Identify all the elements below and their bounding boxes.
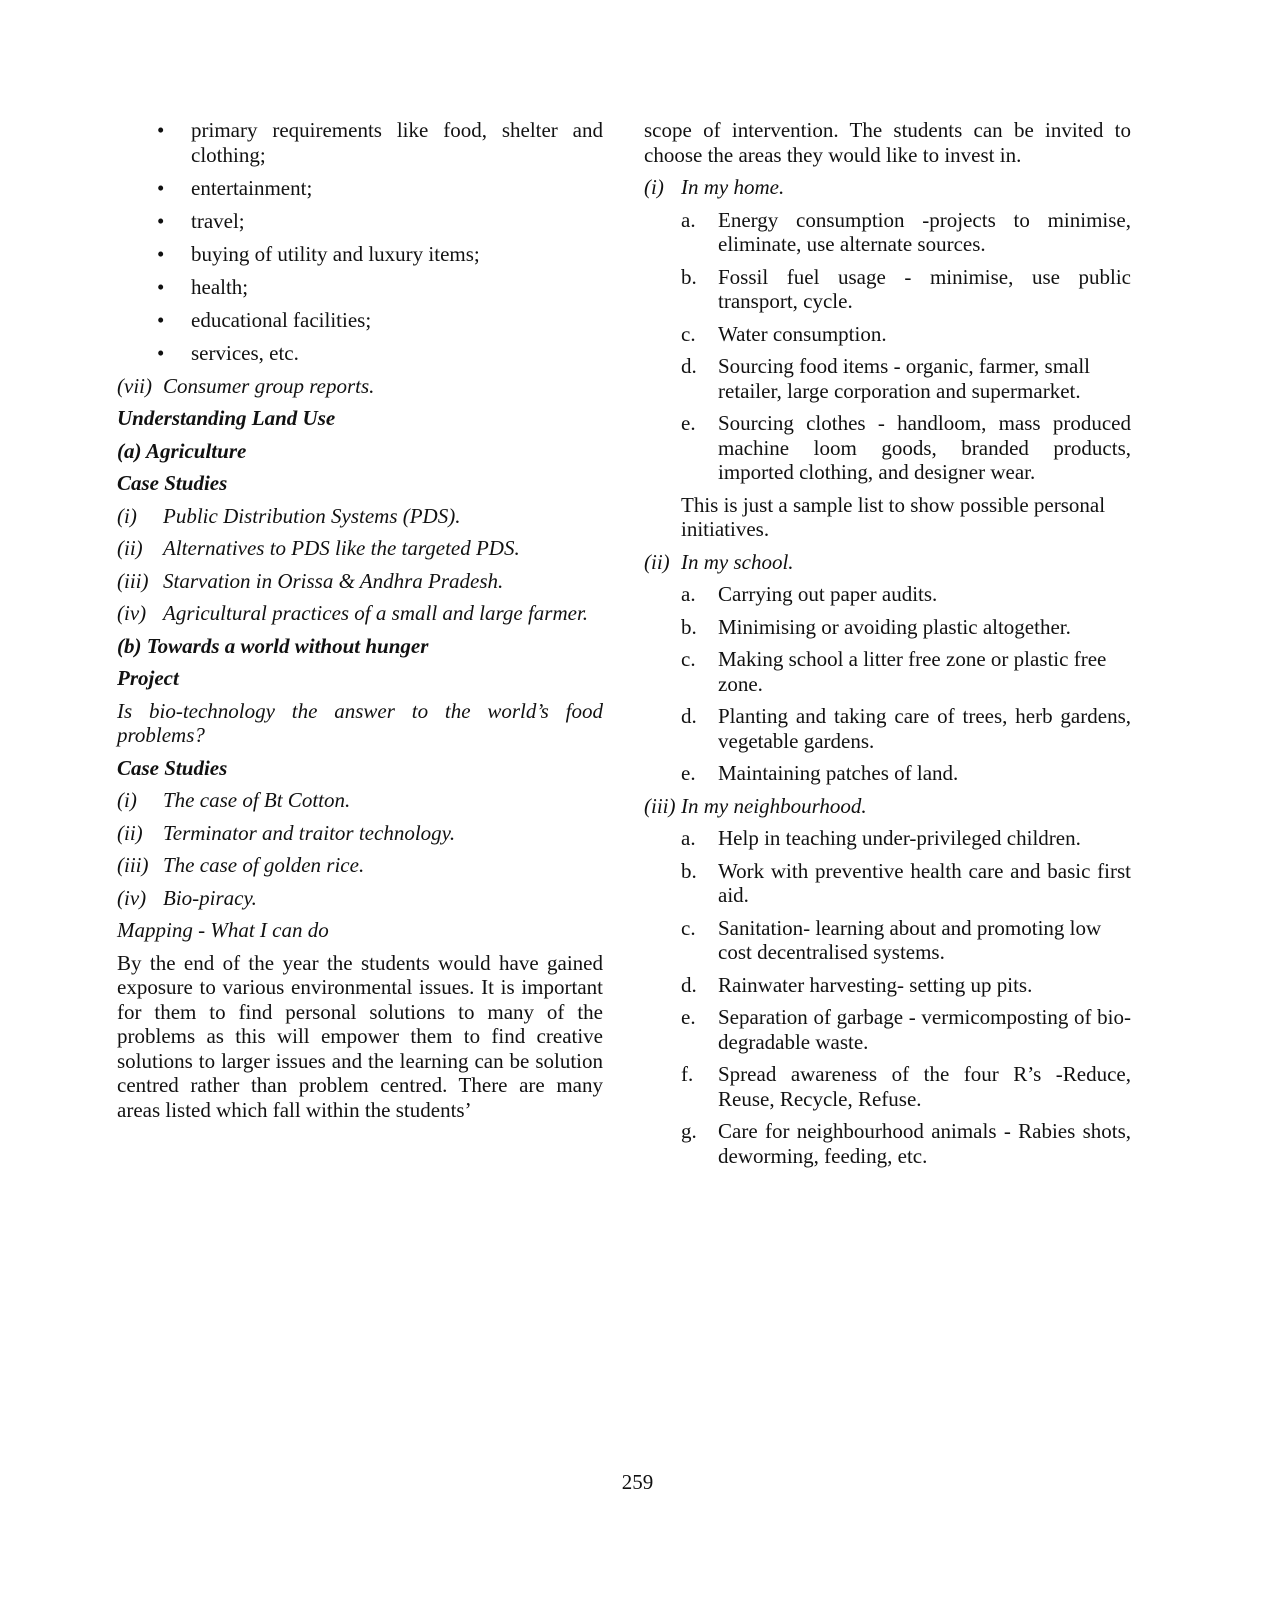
neighbourhood-list bbox=[644, 826, 1131, 1168]
hunger-heading: (b) Towards a world without hunger bbox=[117, 633, 429, 658]
item-letter: a. bbox=[681, 207, 696, 232]
bullet-text: buying of utility and luxury items; bbox=[191, 241, 480, 266]
list-item bbox=[644, 973, 1131, 998]
item-text: Separation of garbage - vermicomposting of bio-degradable waste. bbox=[718, 1005, 1131, 1054]
case-study-item bbox=[117, 504, 603, 529]
sample-list-note: This is just a sample list to show possible personal initiatives. bbox=[681, 492, 1106, 541]
section-title: In my school. bbox=[681, 549, 794, 574]
item-text: Starvation in Orissa & Andhra Pradesh. bbox=[163, 568, 504, 593]
list-item bbox=[644, 615, 1131, 640]
item-letter: b. bbox=[681, 858, 697, 883]
list-item bbox=[644, 761, 1131, 786]
item-text: Energy consumption -projects to minimise, eliminate, use alternate sources. bbox=[718, 207, 1131, 256]
item-letter: c. bbox=[681, 647, 696, 671]
list-item bbox=[644, 1005, 1131, 1054]
item-text: Rainwater harvesting- setting up pits. bbox=[718, 972, 1033, 997]
item-number: (iii) bbox=[117, 853, 149, 877]
item-text: Planting and taking care of trees, herb gardens, vegetable gardens. bbox=[718, 704, 1131, 753]
intro-paragraph: scope of intervention. The students can be invited to choose the areas they would like to invest in. bbox=[644, 118, 1131, 167]
school-list bbox=[644, 582, 1131, 786]
item-letter: c. bbox=[681, 321, 696, 346]
bullet-text: services, etc. bbox=[191, 340, 299, 365]
bullet-item bbox=[117, 242, 603, 267]
item-text: Help in teaching under-privileged children. bbox=[718, 826, 1081, 850]
item-letter: e. bbox=[681, 411, 696, 435]
item-number: (vii) bbox=[117, 373, 152, 398]
item-text: Sanitation- learning about and promoting low cost decentralised systems. bbox=[718, 915, 1102, 964]
neighbourhood-heading bbox=[644, 794, 1131, 819]
item-letter: f. bbox=[681, 1062, 694, 1086]
list-item bbox=[644, 916, 1131, 965]
item-text: Bio-piracy. bbox=[163, 885, 257, 910]
section-title: In my neighbourhood. bbox=[681, 793, 867, 818]
item-letter: d. bbox=[681, 972, 697, 997]
list-item bbox=[644, 1119, 1131, 1168]
bullet-glyph: • bbox=[157, 241, 165, 266]
bullet-text: travel; bbox=[191, 208, 245, 233]
case-study-item bbox=[117, 601, 603, 626]
item-text: Sourcing food items - organic, farmer, small retailer, large corporation and supermarket. bbox=[718, 354, 1091, 403]
bullet-item bbox=[117, 209, 603, 234]
school-heading bbox=[644, 550, 1131, 575]
bullet-item bbox=[117, 176, 603, 201]
home-heading bbox=[644, 175, 1131, 200]
list-item bbox=[644, 265, 1131, 314]
section-title: In my home. bbox=[681, 175, 785, 199]
item-letter: e. bbox=[681, 1005, 696, 1029]
case-study-item bbox=[117, 569, 603, 594]
bullet-text: health; bbox=[191, 274, 249, 299]
item-number: (iv) bbox=[117, 601, 147, 625]
bullet-text: educational facilities; bbox=[191, 307, 372, 332]
mapping-heading: Mapping - What I can do bbox=[117, 918, 329, 942]
item-text: Alternatives to PDS like the targeted PDS. bbox=[163, 536, 520, 560]
bullet-glyph: • bbox=[157, 118, 165, 142]
item-text: Spread awareness of the four R’s -Reduce, Reuse, Recycle, Refuse. bbox=[718, 1062, 1131, 1111]
item-number: (iv) bbox=[117, 885, 147, 910]
right-column bbox=[644, 118, 1131, 1176]
bullet-glyph: • bbox=[157, 208, 165, 233]
case-study-item bbox=[117, 821, 603, 846]
item-text: Terminator and traitor technology. bbox=[163, 820, 456, 845]
agriculture-heading: (a) Agriculture bbox=[117, 438, 247, 463]
bullet-glyph: • bbox=[157, 307, 165, 332]
section-number: (ii) bbox=[644, 549, 670, 574]
list-item bbox=[644, 208, 1131, 257]
item-letter: c. bbox=[681, 915, 696, 940]
section-number: (iii) bbox=[644, 793, 676, 818]
item-letter: b. bbox=[681, 614, 697, 639]
home-list bbox=[644, 208, 1131, 485]
item-text: Care for neighbourhood animals - Rabies shots, deworming, feeding, etc. bbox=[718, 1119, 1131, 1168]
list-item bbox=[644, 1062, 1131, 1111]
item-letter: g. bbox=[681, 1119, 697, 1143]
item-number: (i) bbox=[117, 503, 137, 528]
case-studies-heading: Case Studies bbox=[117, 755, 228, 780]
list-item bbox=[644, 647, 1131, 696]
land-use-heading: Understanding Land Use bbox=[117, 406, 336, 430]
consumer-reports-item bbox=[117, 374, 603, 399]
item-text: Fossil fuel usage - minimise, use public transport, cycle. bbox=[718, 264, 1131, 313]
bullet-glyph: • bbox=[157, 340, 165, 365]
item-text: Minimising or avoiding plastic altogether. bbox=[718, 614, 1071, 639]
left-column bbox=[117, 118, 603, 1122]
list-item bbox=[644, 859, 1131, 908]
requirements-bullet-list bbox=[117, 118, 603, 365]
case-studies-list bbox=[117, 504, 603, 626]
list-item bbox=[644, 826, 1131, 851]
bullet-glyph: • bbox=[157, 274, 165, 299]
item-number: (iii) bbox=[117, 568, 149, 593]
bullet-text: entertainment; bbox=[191, 175, 313, 200]
item-letter: d. bbox=[681, 704, 697, 728]
list-item bbox=[644, 582, 1131, 607]
bullet-text: primary requirements like food, shelter and clothing; bbox=[191, 118, 603, 167]
item-text: Public Distribution Systems (PDS). bbox=[163, 503, 461, 528]
item-text: The case of golden rice. bbox=[163, 853, 365, 877]
case-study-item bbox=[117, 536, 603, 561]
project-heading: Project bbox=[117, 666, 179, 690]
item-text: Maintaining patches of land. bbox=[718, 761, 959, 785]
item-letter: a. bbox=[681, 582, 696, 606]
item-letter: d. bbox=[681, 354, 697, 378]
bullet-item bbox=[117, 341, 603, 366]
bullet-glyph: • bbox=[157, 175, 165, 200]
item-letter: b. bbox=[681, 264, 697, 289]
item-text: Agricultural practices of a small and large farmer. bbox=[163, 601, 589, 625]
item-text: Carrying out paper audits. bbox=[718, 582, 938, 606]
item-text: Consumer group reports. bbox=[163, 373, 375, 398]
case-studies-heading: Case Studies bbox=[117, 471, 228, 495]
item-text: Sourcing clothes - handloom, mass produced machine loom goods, branded products, imported clothing, and designer wear. bbox=[718, 411, 1131, 484]
bullet-item bbox=[117, 275, 603, 300]
page-number: 259 bbox=[621, 1470, 654, 1494]
item-text: The case of Bt Cotton. bbox=[163, 788, 351, 812]
list-item bbox=[644, 322, 1131, 347]
item-number: (i) bbox=[117, 788, 137, 812]
item-text: Making school a litter free zone or plastic free zone. bbox=[718, 647, 1107, 696]
item-letter: a. bbox=[681, 826, 696, 850]
item-text: Water consumption. bbox=[718, 321, 887, 346]
mapping-paragraph: By the end of the year the students would have gained exposure to various environmental issues. It is important for them to find personal solutions to many of the problems as this will empower them to find creative solutions to larger issues and the learning can be solution centred rather than problem centred. There are many areas listed which fall within the students’ bbox=[117, 950, 603, 1122]
case-studies-list bbox=[117, 788, 603, 910]
case-study-item bbox=[117, 788, 603, 813]
list-item bbox=[644, 704, 1131, 753]
bullet-item bbox=[117, 308, 603, 333]
item-number: (ii) bbox=[117, 536, 143, 560]
bullet-item bbox=[117, 118, 603, 167]
item-text: Work with preventive health care and basic first aid. bbox=[718, 858, 1131, 907]
item-number: (ii) bbox=[117, 820, 143, 845]
section-number: (i) bbox=[644, 175, 664, 199]
case-study-item bbox=[117, 853, 603, 878]
project-question: Is bio-technology the answer to the world’s food problems? bbox=[117, 698, 603, 747]
list-item bbox=[644, 411, 1131, 485]
item-letter: e. bbox=[681, 761, 696, 785]
list-item bbox=[644, 354, 1131, 403]
case-study-item bbox=[117, 886, 603, 911]
